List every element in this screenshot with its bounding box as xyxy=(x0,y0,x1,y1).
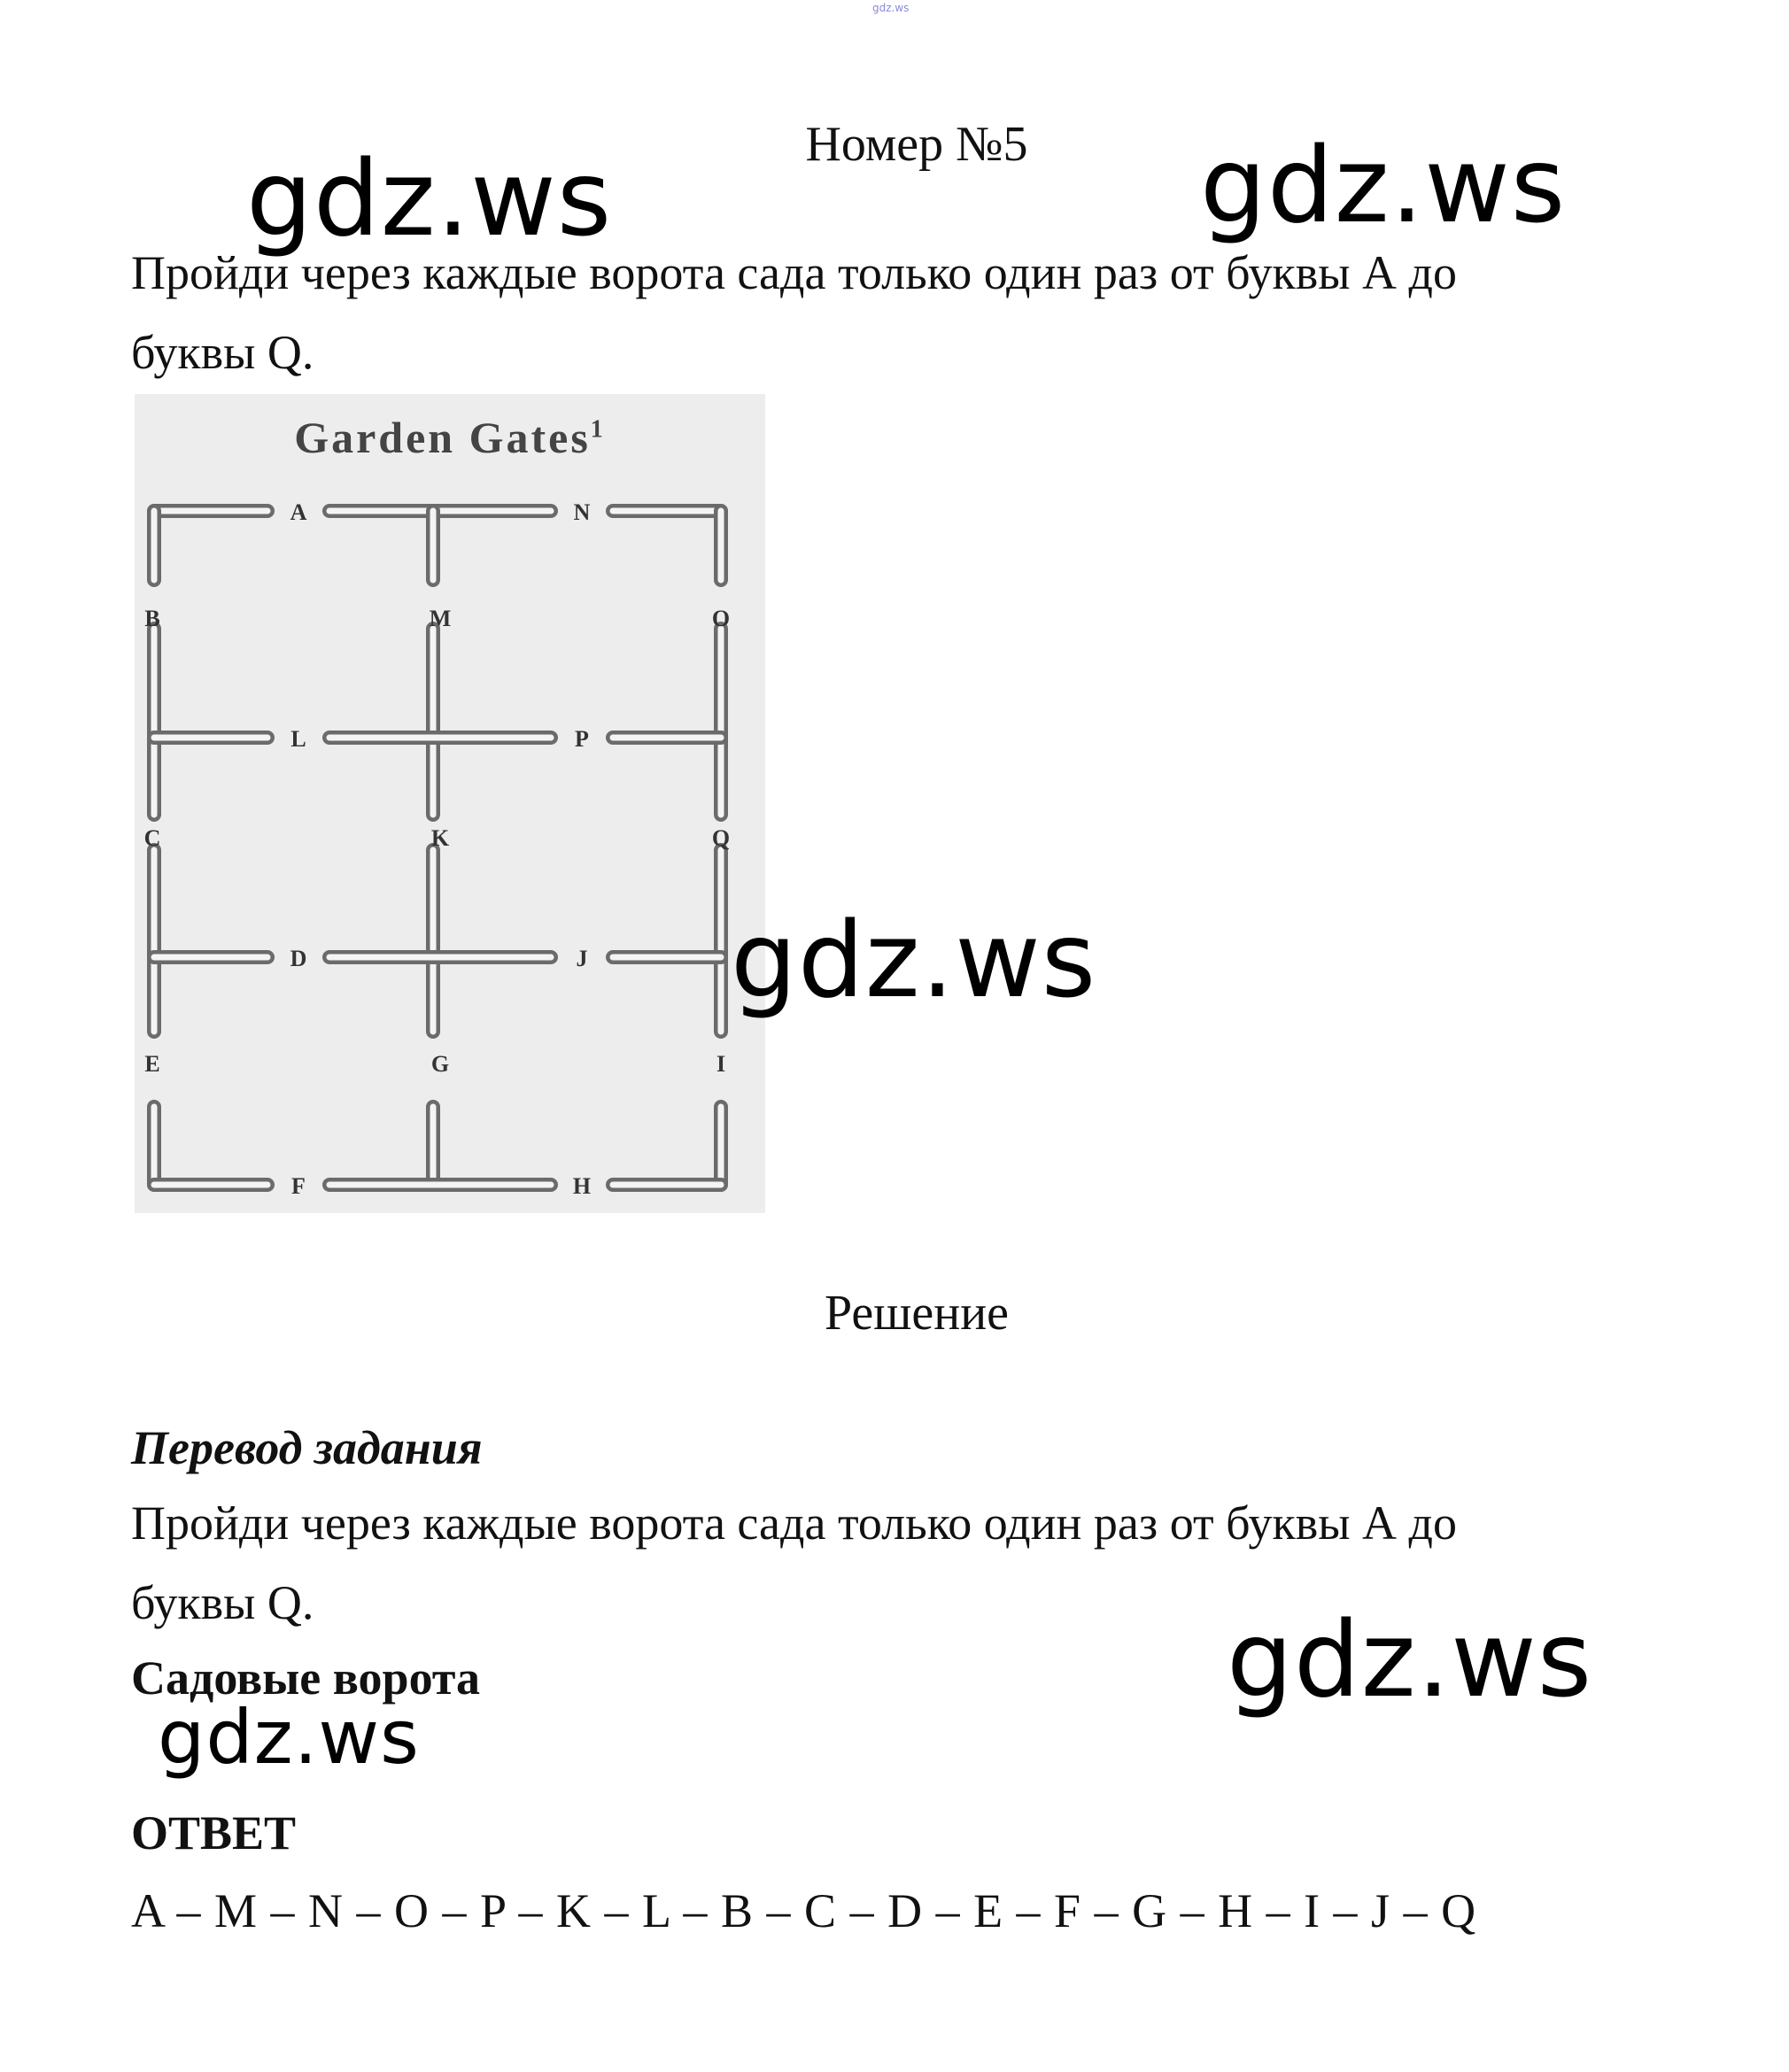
answer-heading: ОТВЕТ xyxy=(131,1806,297,1859)
solution-heading: Решение xyxy=(824,1286,1010,1341)
gate-label-d: D xyxy=(290,946,307,971)
gate-label-n: N xyxy=(573,499,591,525)
watermark-4: gdz.ws xyxy=(1227,1598,1593,1720)
figure-title: Garden Gates$^1$ xyxy=(294,413,606,462)
translation-text-line-2: буквы Q. xyxy=(131,1576,314,1629)
gate-labels xyxy=(144,499,731,1199)
gate-label-q: Q xyxy=(711,825,731,851)
garden-maze-diagram xyxy=(135,394,765,1213)
garden-gates-figure xyxy=(135,394,765,1213)
task-text-line-1: Пройди через каждые ворота сада только один раз от буквы А до xyxy=(131,246,1457,299)
task-text-line-2: буквы Q. xyxy=(131,326,314,379)
gate-label-h: H xyxy=(572,1173,592,1199)
tiny-watermark: gdz.ws xyxy=(872,2,910,14)
gate-label-a: A xyxy=(290,499,307,525)
answer-sequence: A – M – N – O – P – K – L – B – C – D – E – F – G – H – I – J – Q xyxy=(131,1884,1477,1937)
translation-heading: Перевод задания xyxy=(131,1421,483,1474)
gate-label-g: G xyxy=(430,1051,450,1077)
gate-label-p: P xyxy=(575,726,589,752)
gate-label-f: F xyxy=(291,1173,306,1199)
watermark-3: gdz.ws xyxy=(731,899,1097,1021)
gate-label-e: E xyxy=(144,1051,160,1077)
figure-title-translation: Садовые ворота xyxy=(131,1651,481,1705)
gate-label-o: O xyxy=(711,606,731,631)
gate-label-l: L xyxy=(290,726,306,752)
gate-label-c: C xyxy=(143,825,161,851)
gate-label-i: I xyxy=(716,1051,726,1077)
gate-label-k: K xyxy=(430,825,450,851)
translation-text-line-1: Пройди через каждые ворота сада только один раз от буквы А до xyxy=(131,1496,1457,1550)
gate-label-j: J xyxy=(576,946,588,971)
watermark-2: gdz.ws xyxy=(1200,124,1567,246)
watermark-5: gdz.ws xyxy=(158,1694,420,1781)
page-title: Номер №5 xyxy=(805,117,1028,172)
gate-label-b: B xyxy=(144,606,160,631)
footnote-mark: 1 xyxy=(590,415,606,444)
gate-label-m: M xyxy=(429,606,452,631)
watermark-1: gdz.ws xyxy=(246,137,613,259)
